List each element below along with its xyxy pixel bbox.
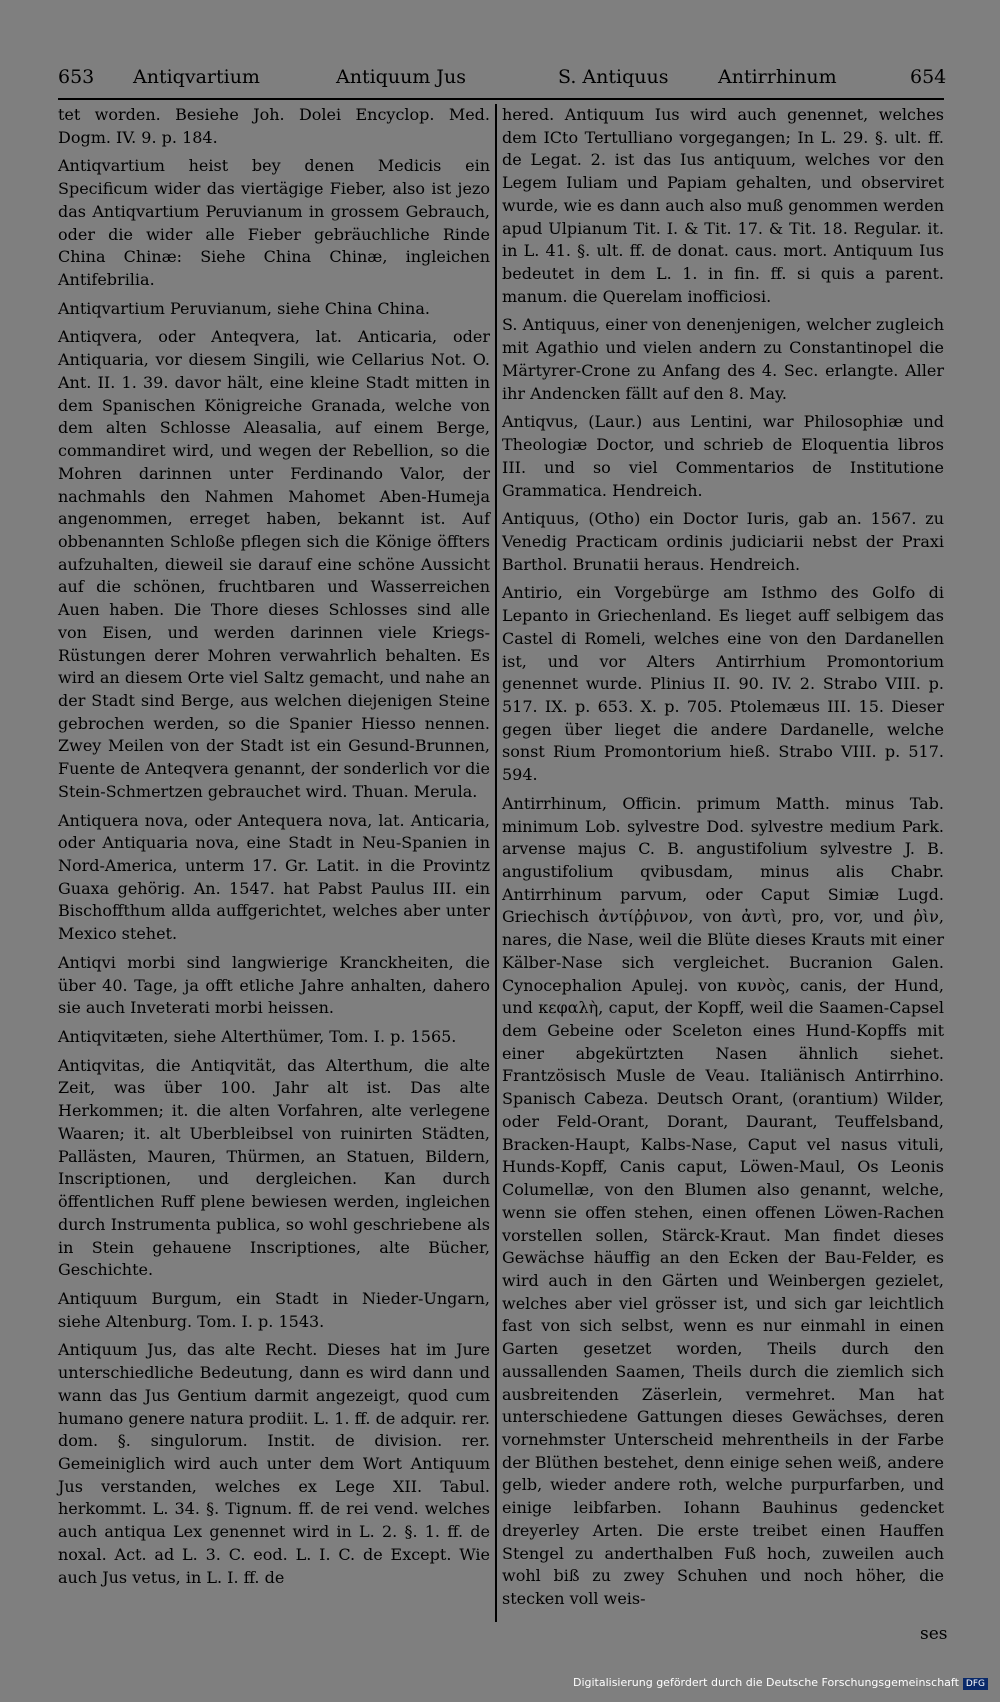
entry-paragraph: hered. Antiquum Ius wird auch genennet, welches dem ICto Tertulliano vorgegangen; In L. 29. §. ult. ff. de Legat. 2. ist das Ius antiquum, welches vor den Legem Iuliam und Papiam gehalten, und observiret wurde, wie es dann auch also muß genommen werden apud Ulpianum Tit. I. & Tit. 17. & Tit. 18. Regular. it. in L. 41. §. ult. ff. de donat. caus. mort. Antiquum Ius bedeutet in dem L. 1. in fin. ff. si quis a parent. manum. die Querelam inofficiosi. (502, 105, 944, 306)
left-column (58, 104, 490, 1595)
catchword: ses (920, 1624, 948, 1644)
entry-paragraph: Antiquera nova, oder Antequera nova, lat. Anticaria, oder Antiquaria nova, eine Stadt in Neu-Spanien in Nord-America, unterm 17. Gr. Latit. in die Provintz Guaxa gehörig. An. 1547. hat Pabst Paulus III. ein Bischoffthum allda auffgerichtet, welches aber unter Mexico stehet. (58, 810, 490, 944)
dfg-logo: DFG (963, 1678, 988, 1690)
entry-paragraph: Antiquum Burgum, ein Stadt in Nieder-Ungarn, siehe Altenburg. Tom. I. p. 1543. (58, 1288, 490, 1331)
page-number-right: 654 (910, 66, 947, 88)
entry-paragraph: S. Antiquus, einer von denenjenigen, welcher zugleich mit Agathio und vielen andern zu Constantinopel die Märtyrer-Crone zu Anfang des 4. Sec. erlangte. Aller ihr Andencken fällt auf den 8. May. (502, 315, 944, 403)
running-header (58, 60, 950, 94)
footer-credit (573, 1676, 988, 1690)
entry-paragraph: Antiquus, (Otho) ein Doctor Iuris, gab an. 1567. zu Venedig Practicam ordinis judiciarii nebst der Praxi Barthol. Brunatii heraus. Hendreich. (502, 509, 944, 574)
running-title-left-2: Antiquum Jus (336, 66, 466, 88)
entry-paragraph: Antiqvi morbi sind langwierige Kranckheiten, die über 40. Tage, ja offt etliche Jahre anhalten, dahero sie auch Inveterati morbi heissen. (58, 952, 490, 1018)
entry-paragraph: Antiqvartium Peruvianum, siehe China China. (58, 298, 430, 318)
footer-text: Digitalisierung gefördert durch die Deutsche Forschungsgemeinschaft (572, 1676, 959, 1689)
right-column (502, 104, 944, 1617)
entry-paragraph: Antiqvus, (Laur.) aus Lentini, war Philosophiæ und Theologiæ Doctor, und schrieb de Eloquentia libros III. und so viel Commentarios de Institutione Grammatica. Hendreich. (502, 412, 944, 500)
entry-paragraph: Antiquum Jus, das alte Recht. Dieses hat im Jure unterschiedliche Bedeutung, dann es wird dann und wann das Jus Gentium darmit angezeigt, quod cum humano genere natura prodiit. L. 1. ff. de adquir. rer. dom. §. singulorum. Instit. de division. rer. Gemeiniglich wird auch unter dem Wort Antiquum Jus verstanden, welches ex Lege XII. Tabul. herkommt. L. 34. §. Tignum. ff. de rei vend. welches auch antiqua Lex genennet wird in L. 2. §. 1. ff. de noxal. Act. ad L. 3. C. eod. L. I. C. de Except. Wie auch Jus vetus, in L. I. ff. de (58, 1340, 490, 1587)
column-divider (495, 104, 497, 1622)
entry-paragraph: Antirrhinum, Officin. primum Matth. minus Tab. minimum Lob. sylvestre Dod. sylvestre medium Park. arvense majus C. B. angustifolium sylvestre J. B. angustifolium qvibusdam, minus alis Chabr. Antirrhinum parvum, oder Caput Simiæ Lugd. Griechisch ἀντίῤῥινον, von ἀντὶ, pro, vor, und ῥὶν, nares, die Nase, weil die Blüte dieses Krauts mit einer Kälber-Nase sich vergleichet. Bucranion Galen. Cynocephalion Apulej. von κυνὸς, canis, der Hund, und κεφαλὴ, caput, der Kopff, weil die Saamen-Capsel dem Gebeine oder Sceleton eines Hund-Kopffs mit einer abgekürtzten Nasen ähnlich siehet. Frantzösisch Musle de Veau. Italiänisch Antirrhino. Spanisch Cabeza. Deutsch Orant, (orantium) Wilder, oder Feld-Orant, Dorant, Daurant, Teuffelsband, Bracken-Haupt, Kalbs-Nase, Caput vel nasus vituli, Hunds-Kopff, Canis caput, Löwen-Maul, Os Leonis Columellæ, von den Blumen also genannt, welche, wenn sie offen stehen, einen offenen Löwen-Rachen vorstellen sollen, Stärck-Kraut. Man findet dieses Gewächse häuffig an den Ecken der Bau-Felder, es wird auch in den Gärten und Weinbergen gezielet, welches aber viel grösser ist, und sich gar leichtlich fast von sich selbst, wenn es nur einmahl in einen Garten gesetzet worden, Theils durch den aussallenden Saamen, Theils durch die ziemlich sich ausbreitenden Zäserlein, vermehret. Man hat unterschiedene Gattungen dieses Gewächses, deren vornehmster Unterscheid mehrentheils in der Farbe der Blüthen bestehet, denn einige sehen weiß, andere gelb, wieder andere roth, welche purpurfarben, und einige leibfarben. Iohann Bauhinus gedencket dreyerley Arten. Die erste treibet einen Hauffen Stengel zu anderthalben Fuß hoch, zuweilen auch wohl biß zu zwey Schuhen und noch höher, die stecken voll weis- (502, 793, 944, 1608)
running-title-right-2: Antirrhinum (718, 66, 837, 88)
running-title-left-1: Antiqvartium (133, 66, 260, 88)
page-number-left: 653 (58, 66, 95, 88)
entry-paragraph: Antirio, ein Vorgebürge am Isthmo des Golfo di Lepanto in Griechenland. Es lieget auff selbigem das Castel di Romeli, welches eine von den Dardanellen ist, und vor Alters Antirrhium Promontorium genennet wurde. Plinius II. 90. IV. 2. Strabo VIII. p. 517. IX. p. 653. X. p. 705. Ptolemæus III. 15. Dieser gegen über lieget die andere Dardanelle, welche sonst Rium Promontorium hieß. Strabo VIII. p. 517. 594. (502, 583, 944, 785)
entry-paragraph: tet worden. Besiehe Joh. Dolei Encyclop. Med. Dogm. IV. 9. p. 184. (58, 105, 490, 147)
entry-paragraph: Antiqvera, oder Anteqvera, lat. Anticaria, oder Antiquaria, vor diesem Singili, wie Cellarius Not. O. Ant. II. 1. 39. davor hält, eine kleine Stadt mitten in dem Spanischen Königreiche Granada, welche von dem alten Schlosse Aleasalia, auf einem Berge, commandiret wird, und wegen der Rebellion, so die Mohren darinnen unter Ferdinando Valor, der nachmahls den Nahmen Mahomet Aben-Humeja angenommen, erreget haben, bekannt ist. Auf obbenannten Schloße pflegen sich die Könige öffters aufzuhalten, dieweil sie darauf eine schöne Aussicht auf die schönen, fruchtbaren und Wasserreichen Auen haben. Die Thore dieses Schlosses sind alle von Eisen, und werden darinnen viele Kriegs-Rüstungen derer Mohren verwahrlich behalten. Es wird an diesem Orte viel Saltz gemacht, und nahe an der Stadt sind Berge, aus welchen diejenigen Steine gebrochen werden, so die Spanier Hiesso nennen. Zwey Meilen von der Stadt ist ein Gesund-Brunnen, Fuente de Anteqvera genannt, der sonderlich vor die Stein-Schmertzen gebrauchet wird. Thuan. Merula. (58, 327, 490, 801)
entry-paragraph: Antiqvartium heist bey denen Medicis ein Specificum wider das viertägige Fieber, also ist jezo das Antiqvartium Peruvianum in grossem Gebrauch, oder die wider alle Fieber gebräuchliche Rinde China Chinæ: Siehe China Chinæ, ingleichen Antifebrilia. (58, 156, 490, 290)
entry-paragraph: Antiqvitæten, siehe Alterthümer, Tom. I. p. 1565. (58, 1027, 457, 1047)
entry-paragraph: Antiqvitas, die Antiqvität, das Alterthum, die alte Zeit, was über 100. Jahr alt ist. Das alte Herkommen; it. die alten Vorfahren, alte verlegene Waaren; it. alt Uberbleibsel von ruinirten Städten, Pallästen, Mauren, Thürmen, an Statuen, Bildern, Inscriptionen, und dergleichen. Kan durch öffentlichen Ruff plene bewiesen werden, ingleichen durch Instrumenta publica, so wohl geschriebene als in Stein gehauene Inscriptiones, alte Bücher, Geschichte. (58, 1055, 490, 1280)
header-rule (58, 98, 944, 100)
running-title-right-1: S. Antiquus (558, 66, 669, 88)
